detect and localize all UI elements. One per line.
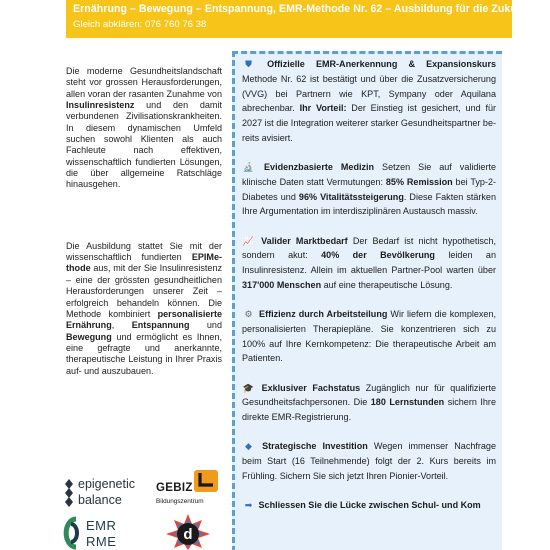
gebiz-tagline: Bildungszentrum <box>156 498 204 505</box>
benefit-section <box>242 498 496 513</box>
gear-icon: ⚙ <box>244 309 253 319</box>
intro-paragraph-2 <box>66 241 222 377</box>
diamond-icon: ◆ <box>245 441 252 452</box>
body-text: Wir liefern die komplexen, personalisierten Therapiepläne. Sie konzentrieren sich zu 100% auf Ihre Kernkompetenz: Die therapeutische Arbeit am Patienten. <box>242 309 497 364</box>
emphasis-text: Bewegung <box>66 331 112 342</box>
benefit-heading: Schliessen Sie die Lücke zwischen Schul- und Kom <box>258 500 481 510</box>
intro-paragraph-1 <box>66 66 222 191</box>
body-text: Wegen immenser Nachfrage beim Start (16 Teilnehmende) folgt der 2. Kurs bereits im Frühling. Sichern Sie sich jetzt Ihren Pionier-Vorteil. <box>242 441 496 481</box>
banner-phone: Gleich abklären: 076 760 76 38 <box>73 19 207 30</box>
body-text: und <box>189 320 222 331</box>
body-text: Die Ausbildung stattet Sie mit der wissenschaftlich fundierten <box>66 240 222 263</box>
d-logo <box>166 514 210 550</box>
gebiz-logo <box>156 470 228 512</box>
epigenetic-balance-logo <box>64 474 154 510</box>
arrow-right-icon: ➡ <box>244 500 253 510</box>
benefit-section <box>242 307 496 366</box>
shield-icon: ⛊ <box>245 59 252 69</box>
body-text: sichern Ihre direkte EMR-Registrierung. <box>242 397 496 422</box>
body-text: Die moderne Gesundheitslandschaft steht vor grossen Herausforderungen, allen voran der rasanten Zunahme von <box>66 66 222 99</box>
benefit-heading: Offizielle EMR-Anerkennung & Expansionskurs <box>267 59 497 69</box>
body-text: Methode Nr. 62 ist bestätigt und über die Zusatzversicherung (VVG) bei Partnern wie KPT, Sympany oder Aquilana abrechenbar. <box>242 73 496 114</box>
body-text: , <box>111 320 132 331</box>
emphasis-text: 40% der Bevölkerung <box>321 250 435 261</box>
body-text: und den damit verbundenen Zivilisationskrankheiten. In diesem dynamischen Umfeld suchen sowohl Klienten als auch Fachleute nach effektiven, wissenschaftlich fundierten Lösungen, die über allgemeine Ratschläge hinausgehen. <box>66 100 222 190</box>
body-text: Zugänglich nur für qualifizierte Gesundheitsfachpersonen. Die <box>242 382 496 408</box>
benefit-heading: Exklusiver Fachstatus <box>261 382 361 393</box>
microscope-icon: 🔬 <box>242 162 255 172</box>
balance-text: balance <box>78 493 122 507</box>
body-text: Setzen Sie auf validierte klinische Daten statt Vermutungen: <box>242 162 497 187</box>
benefit-heading: Valider Marktbedarf <box>261 235 348 246</box>
body-text: aus, mit der Sie Insulinresistenz – eine der grössten gesundheitlichen Herausforderungen unserer Zeit – erfolgreich behandeln können. Die Methode kombiniert <box>66 263 222 319</box>
body-text: Der Einstieg ist gesichert, und für 2027 ist die Integration weiterer starker Gesundheitspartner bereits avisiert. <box>242 103 496 143</box>
emr-text: EMR <box>86 518 117 533</box>
body-text: . Diese Fakten stärken Ihre Argumentation im interdisziplinären Austausch massiv. <box>242 191 496 217</box>
body-text: und ermöglicht es Ihnen, eine gefragte und anerkannte, therapeutische Leistung in Ihrer Praxis auf- und auszubauen. <box>66 331 222 376</box>
star-d-icon <box>166 514 210 550</box>
emphasis-text: personalisierte Ernährung <box>66 308 222 331</box>
body-text: bei Typ-2-Diabetes und <box>242 176 496 202</box>
rme-text: RME <box>86 534 117 549</box>
benefits-box <box>232 51 502 550</box>
benefit-heading: Effizienz durch Arbeitsteilung <box>259 309 388 319</box>
emphasis-text: 85% Remission <box>385 176 453 187</box>
emphasis-text: 180 Lernstunden <box>370 397 445 408</box>
body-text: auf eine therapeutische Lösung. <box>321 279 453 290</box>
benefit-section <box>242 381 496 425</box>
gebiz-name: GEBIZ <box>156 482 193 494</box>
emphasis-text: EPIMethode <box>66 252 222 274</box>
emphasis-text: 96% Vitalitätssteigerung <box>298 191 404 202</box>
body-text: leiden an Insulinresistenz. Allein im aktuellen Partner-Pool warten über <box>242 250 496 275</box>
gebiz-mark-icon <box>194 470 218 492</box>
benefit-section <box>242 160 496 219</box>
d-letter: d <box>183 526 193 543</box>
epigenetic-text: epigenetic <box>78 477 135 491</box>
emphasis-text: Insulinresistenz <box>66 100 135 111</box>
graduation-cap-icon: 🎓 <box>242 382 255 393</box>
benefit-heading: Strategische Investition <box>262 441 368 452</box>
emphasis-text: Ihr Vorteil: <box>299 103 347 114</box>
intro-column <box>66 66 222 377</box>
partner-logos <box>62 470 232 550</box>
benefit-section <box>242 234 496 293</box>
emr-mark-icon <box>62 516 84 550</box>
benefit-section <box>242 439 496 483</box>
epigenetic-mark-icon <box>64 478 74 508</box>
emphasis-text: Entspannung <box>131 320 190 331</box>
header-banner <box>66 0 534 38</box>
benefit-heading: Evidenzbasierte Medizin <box>264 162 375 172</box>
benefit-section <box>242 57 496 146</box>
body-text: Der Bedarf ist nicht hypothetisch, sondern akut: <box>242 235 496 261</box>
banner-title: Ernährung – Bewegung – Entspannung, EMR-Methode Nr. 62 – Ausbildung für die Zukunft. <box>73 3 534 15</box>
emphasis-text: 317'000 Menschen <box>242 279 322 290</box>
emr-logo <box>62 516 142 550</box>
chart-icon: 📈 <box>242 235 255 246</box>
